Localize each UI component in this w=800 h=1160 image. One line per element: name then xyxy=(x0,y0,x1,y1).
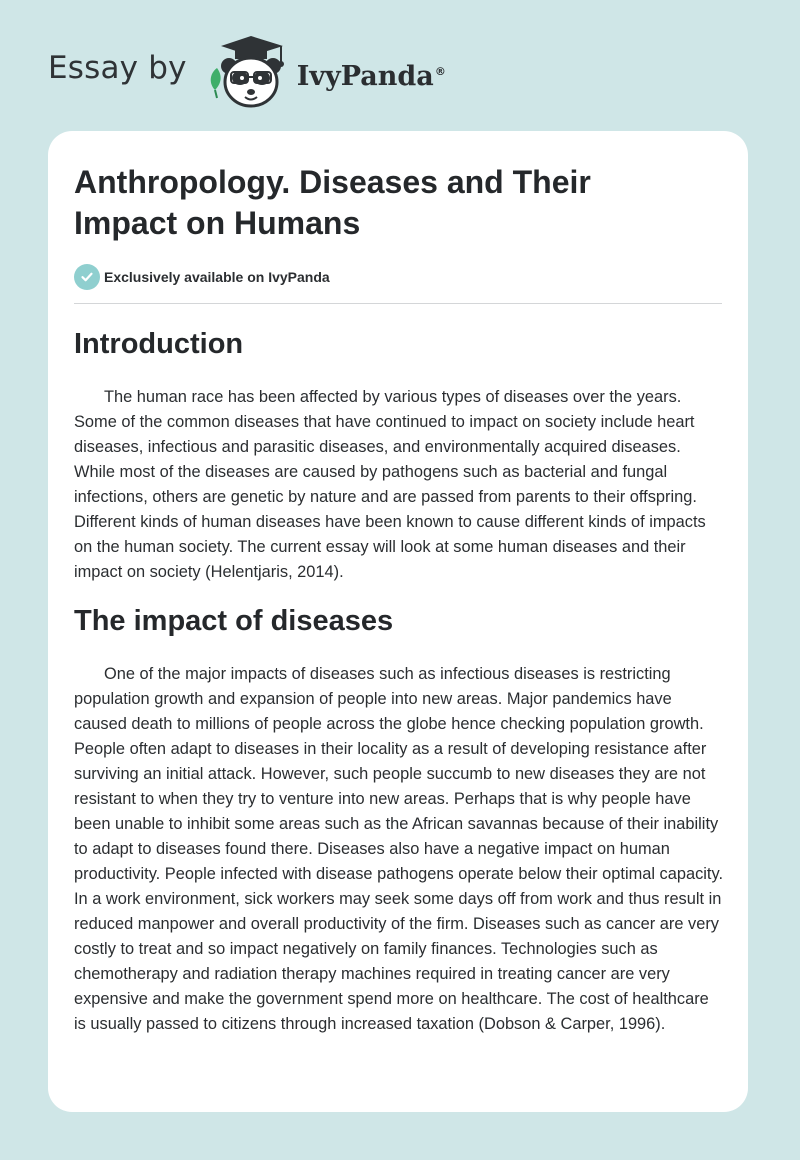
section-paragraph-impact: One of the major impacts of diseases such as infectious diseases is restricting population growth and expansion of people into new areas. Major pandemics have caused death to millions of people across the globe hence checking population growth. People often adapt to diseases in their locality as a result of developing resistance after surviving an initial attack. However, such people succumb to new diseases they are not resistant to when they try to venture into new areas. Perhaps that is why people have been unable to inhibit some areas such as the African savannas because of their inability to adapt to diseases found there. Diseases also have a negative impact on human productivity. People infected with disease pathogens operate below their optimal capacity. In a work environment, sick workers may seek some days off from work and thus result in reduced manpower and overall productivity of the firm. Diseases such as cancer are very costly to treat and so impact negatively on family finances. Technologies such as chemotherapy and radiation therapy machines required in treating cancer are very expensive and make the government spend more on healthcare. The cost of healthcare is usually passed to citizens through increased taxation (Dobson & Carper, 1996). xyxy=(74,665,724,1033)
essay-title: Anthropology. Diseases and Their Impact on Humans xyxy=(74,164,591,241)
section-heading-impact: The impact of diseases xyxy=(74,605,394,637)
panda-face-icon xyxy=(221,58,281,106)
leaf-icon xyxy=(210,68,220,98)
brand-prefix: Essay by xyxy=(48,50,187,86)
registered-mark: ® xyxy=(434,64,446,78)
brand-name: IvyPanda® xyxy=(296,60,446,92)
check-circle-icon xyxy=(74,264,100,290)
badge-text: Exclusively available on IvyPanda xyxy=(104,269,330,285)
section-heading-introduction: Introduction xyxy=(74,328,244,360)
essay-card xyxy=(48,131,748,1112)
divider xyxy=(74,303,722,304)
brand-header[interactable] xyxy=(48,32,446,112)
exclusive-badge xyxy=(74,264,330,290)
panda-mascot-icon xyxy=(201,32,293,112)
section-paragraph-introduction: The human race has been affected by various types of diseases over the years. Some of the common diseases that have continued to impact on society include heart diseases, infectious and parasitic diseases, and environmentally acquired diseases. While most of the diseases are caused by pathogens such as bacterial and fungal infections, others are genetic by nature and are passed from parents to their offspring. Different kinds of human diseases have been known to cause different kinds of impacts on the human society. The current essay will look at some human diseases and their impact on society (Helentjaris, 2014). xyxy=(74,388,706,581)
